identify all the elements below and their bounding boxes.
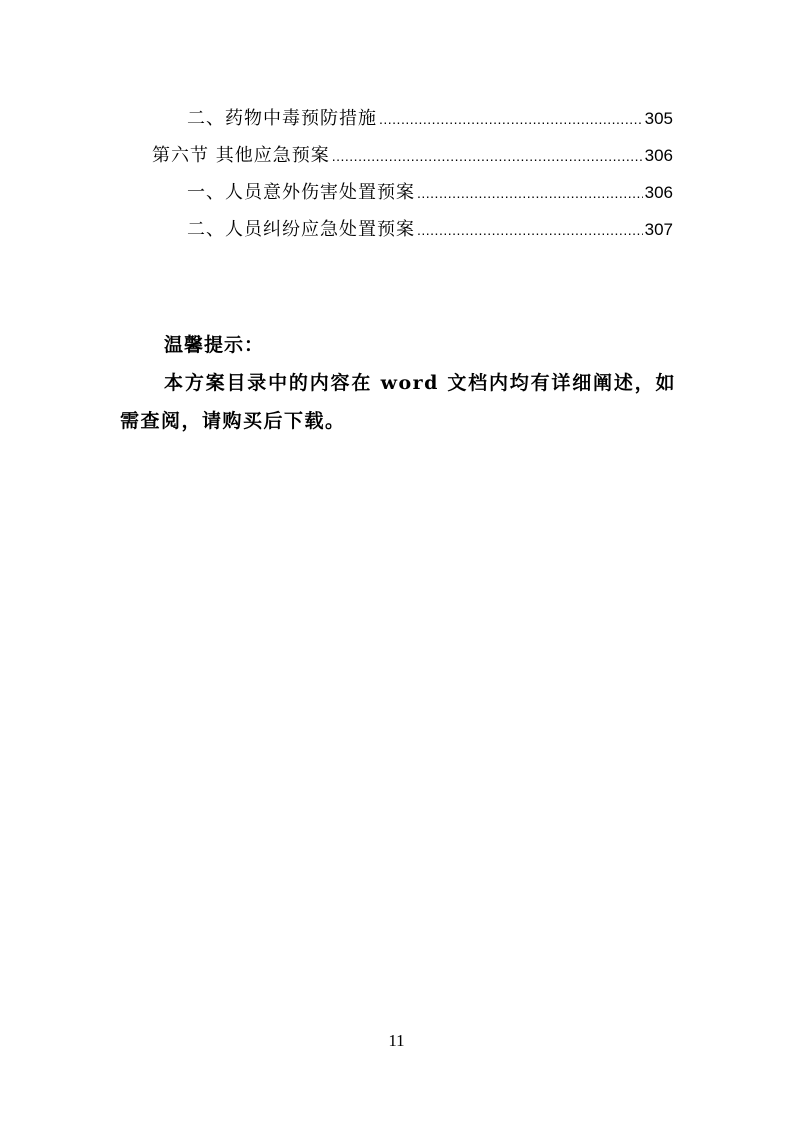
toc-entry[interactable]: [152, 141, 673, 171]
toc-entry-title: 二、人员纠纷应急处置预案: [187, 219, 415, 240]
toc-entry-title: 第六节 其他应急预案: [152, 145, 330, 166]
toc-entry-title: 一、人员意外伤害处置预案: [187, 182, 415, 203]
toc-entry-title: 二、药物中毒预防措施: [187, 108, 377, 129]
toc-entry-page: 306: [644, 183, 673, 202]
notice-section: [120, 326, 676, 440]
toc-dot-leader: [417, 178, 643, 208]
toc-dot-leader: [332, 141, 643, 171]
notice-body: 本方案目录中的内容在 word 文档内均有详细阐述，如需查阅，请购买后下载。: [120, 372, 676, 432]
toc-entry-page: 305: [644, 109, 673, 128]
toc-dot-leader: [417, 215, 643, 245]
notice-title: 温馨提示：: [164, 334, 265, 356]
toc-entry-page: 306: [644, 146, 673, 165]
toc-dot-leader: [379, 104, 643, 134]
toc-entry[interactable]: [187, 178, 673, 208]
toc-entry[interactable]: [187, 104, 673, 134]
page-number: 11: [388, 1031, 405, 1050]
toc-entry[interactable]: [187, 215, 673, 245]
toc-entry-page: 307: [644, 220, 673, 239]
